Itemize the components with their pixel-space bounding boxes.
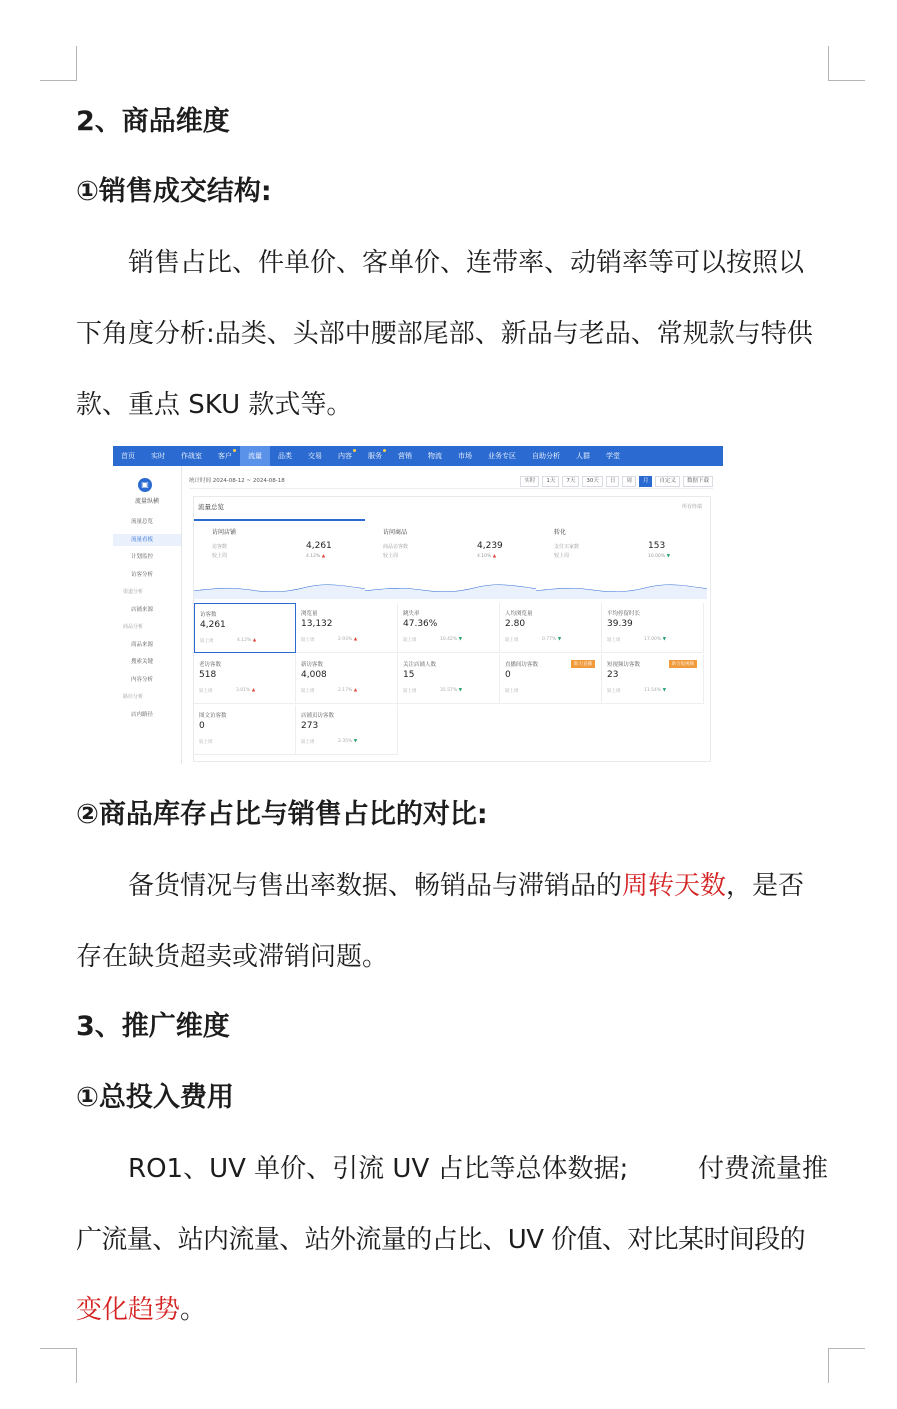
- metric-delta: 35.57% ▼: [440, 688, 463, 693]
- highlight-trend: 变化趋势: [76, 1295, 181, 1325]
- trend-sparkline: [194, 569, 365, 599]
- metric-cell[interactable]: [296, 603, 398, 653]
- section-2-heading: 2、商品维度: [76, 106, 230, 137]
- range-button[interactable]: 月: [639, 476, 653, 487]
- metric-delta: 4.12% ▲: [237, 638, 257, 643]
- range-button[interactable]: 周: [622, 476, 636, 487]
- metric-cell[interactable]: [500, 603, 602, 653]
- card-change: 4.12% ▲: [306, 554, 326, 559]
- nav-item[interactable]: 学堂: [606, 452, 620, 460]
- card-metric-label: 支付买家数: [554, 544, 580, 550]
- range-button[interactable]: 实时: [520, 476, 539, 487]
- card-change: 10.00% ▼: [648, 554, 671, 559]
- metric-delta: 0.77% ▼: [542, 637, 562, 642]
- panel-title: 流量总览: [198, 503, 224, 511]
- sidebar-item[interactable]: 搜索关键: [131, 659, 154, 665]
- metric-value: 15: [403, 670, 415, 680]
- paragraph-line: 存在缺货超卖或滞销问题。: [76, 942, 389, 972]
- inventory-subheading: ②商品库存占比与销售占比的对比:: [76, 799, 488, 830]
- panel-terminal-select[interactable]: 所有终端: [681, 504, 702, 510]
- crop-mark-bottom-right: [828, 1348, 865, 1383]
- card-title: 访问商品: [383, 529, 408, 536]
- nav-item[interactable]: 营销: [398, 452, 412, 460]
- metric-compare-label: 较上周: [301, 638, 315, 643]
- trend-sparkline: [365, 569, 536, 599]
- nav-item[interactable]: 作战室: [181, 452, 202, 460]
- metric-delta: 3.01% ▲: [236, 688, 256, 693]
- card-title: 转化: [554, 529, 567, 536]
- metric-label: 跳失率: [403, 611, 420, 617]
- metric-value: 2.80: [505, 619, 526, 629]
- card-compare-label: 较上周: [212, 553, 228, 559]
- text: 。: [180, 1295, 207, 1325]
- date-range: 统计时间 2024-08-12 ~ 2024-08-18: [189, 478, 285, 484]
- metric-cell[interactable]: [296, 654, 398, 704]
- range-button[interactable]: 自定义: [655, 476, 680, 487]
- metric-compare-label: 较上周: [403, 638, 417, 643]
- metric-value: 4,008: [301, 670, 327, 680]
- metric-label: 关注店铺人数: [403, 662, 437, 668]
- metric-value: 273: [301, 721, 319, 731]
- top-navigation: [113, 446, 723, 466]
- metric-value: 0: [199, 721, 205, 731]
- sidebar-item[interactable]: 计划监控: [131, 554, 154, 560]
- range-buttons: [520, 474, 713, 487]
- nav-item[interactable]: 流量: [240, 446, 270, 466]
- range-button[interactable]: 7天: [562, 476, 579, 487]
- sidebar-item[interactable]: 流量总览: [131, 519, 154, 525]
- date-bar: [189, 474, 713, 489]
- range-button[interactable]: 日: [606, 476, 620, 487]
- embedded-screenshot: [113, 446, 723, 764]
- metric-label: 人均浏览量: [505, 611, 533, 617]
- metric-cell[interactable]: [296, 705, 398, 755]
- paragraph-line: [76, 1149, 828, 1189]
- metric-value: 13,132: [301, 619, 333, 629]
- metric-cell[interactable]: [602, 654, 704, 704]
- metric-cell[interactable]: [500, 654, 602, 704]
- metric-cell[interactable]: [194, 603, 296, 653]
- text: 付费流量推: [697, 1154, 828, 1184]
- metric-compare-label: 较上周: [607, 638, 621, 643]
- nav-item[interactable]: 品类: [278, 452, 292, 460]
- sidebar-item: 商品分析: [123, 624, 144, 630]
- sidebar-item: 路径分析: [123, 694, 144, 700]
- text: ，是否: [726, 871, 805, 901]
- trend-sparkline: [536, 569, 707, 599]
- metric-delta: 17.00% ▼: [644, 637, 667, 642]
- metric-delta: 2.17% ▲: [338, 688, 358, 693]
- metric-compare-label: 较上周: [403, 689, 417, 694]
- text: RO1、UV 单价、引流 UV 占比等总体数据;: [128, 1154, 629, 1184]
- nav-item[interactable]: 首页: [121, 452, 135, 460]
- metric-label: 平均停留时长: [607, 611, 641, 617]
- overview-card[interactable]: [194, 519, 365, 599]
- range-button[interactable]: 30天: [582, 476, 603, 487]
- sidebar: [113, 466, 182, 764]
- metric-cell[interactable]: [602, 603, 704, 653]
- paragraph-line: [76, 866, 828, 906]
- metric-value: 4,261: [200, 620, 226, 630]
- metric-label: 店铺页访客数: [301, 713, 335, 719]
- metric-delta: 10.42% ▼: [440, 637, 463, 642]
- overview-card[interactable]: [365, 519, 536, 599]
- metric-label: 浏览量: [301, 611, 318, 617]
- overview-card[interactable]: [536, 519, 707, 599]
- paragraph-line: 下角度分析:品类、头部中腰部尾部、新品与老品、常规款与特供: [76, 319, 813, 349]
- range-button[interactable]: 1天: [542, 476, 559, 487]
- metric-delta: 2.93% ▲: [338, 637, 358, 642]
- metric-label: 直播间访客数: [505, 662, 539, 668]
- metric-value: 39.39: [607, 619, 633, 629]
- metric-delta: 2.35% ▼: [338, 739, 358, 744]
- section-3-heading: 3、推广维度: [76, 1011, 230, 1042]
- metric-cell[interactable]: [398, 654, 500, 704]
- sidebar-item[interactable]: 店铺来源: [131, 606, 154, 613]
- paragraph-line: 销售占比、件单价、客单价、连带率、动销率等可以按照以: [128, 248, 805, 278]
- metric-cell[interactable]: [194, 705, 296, 755]
- paragraph-line: 款、重点 SKU 款式等。: [76, 390, 353, 420]
- nav-item[interactable]: 市场: [458, 452, 472, 460]
- metric-label: 新访客数: [301, 662, 324, 668]
- metric-compare-label: 较上周: [607, 689, 621, 694]
- sidebar-item[interactable]: 流量看板: [113, 534, 181, 546]
- sales-structure-subheading: ①销售成交结构:: [76, 176, 272, 207]
- metric-value: 47.36%: [403, 619, 438, 629]
- sidebar-item: 渠道分析: [123, 589, 144, 595]
- metric-compare-label: 较上周: [301, 689, 315, 694]
- nav-item[interactable]: 人群: [576, 452, 590, 460]
- sidebar-item[interactable]: 店内路径: [131, 711, 154, 718]
- metric-label: 访客数: [200, 612, 217, 618]
- crop-mark-bottom-left: [40, 1348, 77, 1383]
- nav-item[interactable]: 实时: [151, 452, 165, 460]
- metric-label: 老访客数: [199, 662, 222, 668]
- metric-cell[interactable]: [398, 603, 500, 653]
- metric-compare-label: 较上周: [199, 740, 213, 745]
- sidebar-item[interactable]: 内容分析: [131, 676, 154, 683]
- metric-compare-label: 较上周: [301, 740, 315, 745]
- card-compare-label: 较上周: [383, 553, 399, 559]
- crop-mark-top-right: [828, 46, 865, 81]
- metric-delta: 11.54% ▼: [644, 688, 667, 693]
- export-button[interactable]: 数据下载: [683, 476, 713, 487]
- card-value: 4,261: [306, 541, 332, 551]
- metric-label: 短视频访客数: [607, 662, 641, 668]
- nav-item[interactable]: 服务: [360, 451, 390, 461]
- sidebar-item[interactable]: 商品来源: [131, 641, 154, 648]
- total-cost-subheading: ①总投入费用: [76, 1082, 234, 1113]
- metric-value: 518: [199, 670, 217, 680]
- highlight-turnover-days: 周转天数: [622, 871, 727, 901]
- paragraph-line: 广流量、站内流量、站外流量的占比、UV 价值、对比某时间段的: [76, 1225, 806, 1255]
- card-metric-label: 商品访客数: [383, 544, 409, 550]
- nav-item[interactable]: 自助分析: [532, 452, 560, 460]
- nav-item[interactable]: 物流: [428, 452, 442, 460]
- metric-compare-label: 较上周: [505, 689, 519, 694]
- card-metric-label: 访客数: [212, 544, 228, 550]
- card-value: 4,239: [477, 541, 503, 551]
- metric-label: 图文访客数: [199, 713, 227, 719]
- nav-item[interactable]: 内容: [330, 451, 360, 461]
- metric-cell[interactable]: [194, 654, 296, 704]
- sidebar-item[interactable]: 访客分析: [131, 571, 154, 578]
- app-logo-icon: ▣: [138, 478, 152, 492]
- nav-item[interactable]: 客户: [210, 451, 240, 461]
- card-title: 访问店铺: [212, 529, 237, 536]
- boost-tag[interactable]: 助力直播: [571, 660, 595, 668]
- metric-compare-label: 较上周: [505, 638, 519, 643]
- card-change: 4.10% ▲: [477, 554, 497, 559]
- card-compare-label: 较上周: [554, 553, 570, 559]
- paragraph-line: [76, 1290, 828, 1330]
- card-value: 153: [648, 541, 666, 551]
- text: 备货情况与售出率数据、畅销品与滞销品的: [128, 871, 623, 901]
- metric-value: 0: [505, 670, 511, 680]
- traffic-overview-panel: [193, 496, 711, 762]
- crop-mark-top-left: [40, 46, 77, 81]
- nav-item[interactable]: 交易: [308, 452, 322, 460]
- nav-item[interactable]: 业务专区: [488, 452, 516, 460]
- metric-compare-label: 较上周: [200, 639, 214, 644]
- sidebar-title: 流量纵横: [134, 498, 159, 505]
- metric-value: 23: [607, 670, 619, 680]
- boost-tag[interactable]: 助力短视频: [669, 660, 698, 668]
- metric-compare-label: 较上周: [199, 689, 213, 694]
